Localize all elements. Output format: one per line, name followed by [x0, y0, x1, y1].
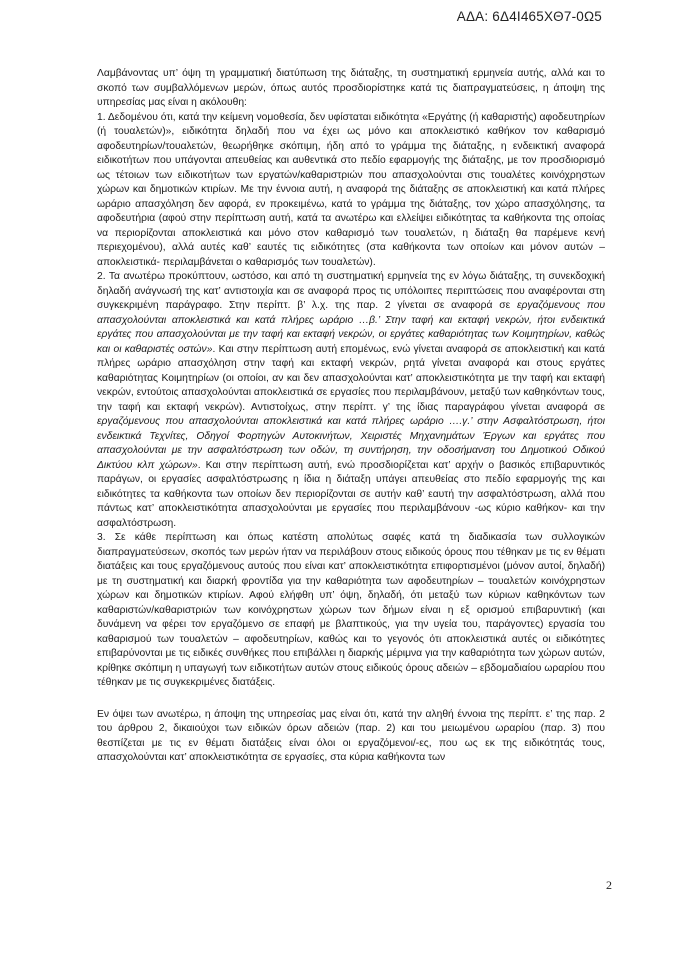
point-2-quote-1: εργαζόμενους που απασχολούνται αποκλειστικά και κατά πλήρες ωράριο …β.’ Στην ταφή και εκταφή νεκρών, ήτοι ενδεικτικά εργάτες που απασχολούνται με την ταφή και εκταφή νεκρών, οι εργάτες καθαριότητας των Κοιμητηρίων, καθώς και οι καθαριστές οστών»	[97, 300, 606, 355]
intro-paragraph: Λαμβάνοντας υπ’ όψη τη γραμματική διατύπωση της διάταξης, τη συστηματική ερμηνεία αυτής, αλλά και το σκοπό των συμβαλλόμενων μερών, όπως αυτός προσδιορίστηκε κατά τις διαπραγματεύσεις, η άποψη της υπηρεσίας μας είναι η ακόλουθη:	[97, 68, 605, 108]
document-body	[97, 67, 605, 766]
point-2-paragraph	[97, 270, 605, 531]
point-2-quote-2: εργαζόμενους που απασχολούνται αποκλειστικά και κατά πλήρες ωράριο ….γ.’ στην Ασφαλτόστρωση, ήτοι ενδεικτικά Τεχνίτες, Οδηγοί Φορτηγών Αυτοκινήτων, Χειριστές Μηχανημάτων Έργων και εργάτες που απασχολούνται με την ασφαλτόστρωση των οδών, τη συντήρηση, την οδοσήμανση του Δημοτικού Οδικού Δικτύου κλπ χώρων»	[97, 416, 605, 471]
point-2-text-3: . Και στην περίπτωση αυτή, ενώ προσδιορίζεται κατ’ αρχήν ο βασικός επιβαρυντικός παράγων, οι εργασίες ασφαλτόστρωσης η ίδια η διάταξη υπάγει απευθείας στο πεδίο εφαρμογής της και ειδικότητες τα καθήκοντα των οποίων δεν περιορίζονται σε αυτήν καθ’ εαυτή την ασφαλτόστρωση, αλλά που πάντως κατ’ αποκλειστικότητα απασχολούνται με εργασίες που περιλαμβάνουν -ως κύριο καθήκον- και την ασφαλτόστρωση.	[97, 459, 605, 529]
point-3-paragraph: 3. Σε κάθε περίπτωση και όπως κατέστη απολύτως σαφές κατά τη διαδικασία των συλλογικών διαπραγματεύσεων, σκοπός των μερών ήταν να περιλάβουν στους ειδικούς όρους που τέθηκαν με τις εν θέματι διατάξεις και τους εργαζόμενους αυτούς που είναι κατ’ αποκλειστικότητα επιφορτισμένοι (μόνον αυτοί, δηλαδή) με τη συστηματική και διαρκή φροντίδα για την καθαριότητα των αφοδευτηρίων – τουαλετών κοινόχρηστων χώρων και δημοτικών κτιρίων. Αφού ελήφθη υπ’ όψη, δηλαδή, ότι μεταξύ των κύριων καθηκόντων των καθαριστών/καθαριστριών των κοινόχρηστων χώρων των δήμων είναι η εξ ορισμού επιβαρυντική (και δυνάμενη να φέρει τον εργαζόμενο σε επαφή με βλαπτικούς, για την υγεία του, παράγοντες) εργασία του καθαρισμού των τουαλετών – αφοδευτηρίων, καθώς και το γεγονός ότι αποκλειστικά αυτές οι ειδικότητες επιβαρύνονται με τις ειδικές συνθήκες που επιβάλλει η διαρκής μέριμνα για την καθαριότητα των χώρων αυτών, κρίθηκε σκόπιμη η υπαγωγή των ειδικοτήτων αυτών στους ειδικούς όρους αδειών – εβδομαδιαίου ωραρίου που τέθηκαν με τις συγκεκριμένες διατάξεις.	[97, 532, 605, 688]
point-1-paragraph: 1. Δεδομένου ότι, κατά την κείμενη νομοθεσία, δεν υφίσταται ειδικότητα «Εργάτης (ή καθαριστής) αφοδευτηρίων (ή τουαλετών)», ειδικότητα δηλαδή που να έχει ως μόνο και αποκλειστικό καθήκον τον καθαρισμό αφοδευτηρίων/τουαλετών, θεωρήθηκε σκόπιμη, ήδη από το γράμμα της διάταξης, η ενδεικτική αναφορά ειδικοτήτων που υπάγονται απευθείας και αυθεντικά στο πεδίο εφαρμογής της διάταξης, με τον προσδιορισμό ως τέτοιων των ειδικοτήτων των εργατών/καθαριστριών που απασχολούνται στις τουαλέτες κοινόχρηστων χώρων και δημοτικών κτιρίων. Με την έννοια αυτή, η αναφορά της διάταξης σε αποκλειστική και κατά πλήρες ωράριο απασχόληση δεν αφορά, εν προκειμένω, κατά το γράμμα της διάταξης, τον χώρο απασχόλησης, τα αφοδευτήρια (αφού στην περίπτωση αυτή, κατά τα ανωτέρω και ελλείψει ειδικότητας τα καθήκοντα της οποίας να περιορίζονται αποκλειστικά και μόνο στον καθαρισμό των τουαλετών, η διάταξη θα παρέμενε κενή περιεχομένου), αλλά αυτές καθ’ εαυτές τις ειδικότητες (στα καθήκοντα των οποίων και μόνον αυτών –αποκλειστικά- περιλαμβάνεται ο καθαρισμός των τουαλετών).	[97, 111, 605, 268]
ada-code: ΑΔΑ: 6Δ4Ι465ΧΘ7-0Ω5	[456, 9, 602, 24]
page-number: 2	[606, 878, 612, 892]
conclusion-paragraph: Εν όψει των ανωτέρω, η άποψη της υπηρεσίας μας είναι ότι, κατά την αληθή έννοια της περίπτ. ε’ της παρ. 2 του άρθρου 2, δικαιούχοι των ειδικών όρων αδειών (παρ. 2) και του μειωμένου ωραρίου (παρ. 3) που θεσπίζεται με τις εν θέματι διατάξεις είναι όλοι οι εργαζόμενοι/-ες, που ως εκ της ειδικότητάς τους, απασχολούνται κατ’ αποκλειστικότητα σε εργασίες, στα κύρια καθήκοντα των	[97, 708, 605, 763]
point-2-text-1: 2. Τα ανωτέρω προκύπτουν, ωστόσο, και από τη συστηματική ερμηνεία της εν λόγω διάταξης, τη συνεκδοχική δηλαδή ανάγνωσή της κατ’ αντιστοιχία και σε αναφορά προς τις υπόλοιπες περιπτώσεις που αναφέρονται στη συγκεκριμένη παράγραφο. Στην περίπτ. β’ λ.χ. της παρ. 2 γίνεται σε αναφορά σε	[97, 271, 605, 311]
point-2-text-2: . Και στην περίπτωση αυτή επομένως, ενώ γίνεται αναφορά σε αποκλειστική και κατά πλήρες ωράριο απασχόληση στην ταφή και εκταφή νεκρών, ρητά γίνεται αναφορά και στους εργάτες καθαριότητας Κοιμητηρίων (οι οποίοι, αν και δεν απασχολούνται κατ’ αποκλειστικότητα με την ταφή και εκταφή νεκρών, εντούτοις απασχολούνται αποκλειστικά σε εργασίες που περιλαμβάνουν, μεταξύ των καθηκόντων τους, την ταφή και εκταφή νεκρών). Αντιστοίχως, στην περίπτ. γ’ της ίδιας παραγράφου γίνεται αναφορά σε	[97, 343, 605, 413]
